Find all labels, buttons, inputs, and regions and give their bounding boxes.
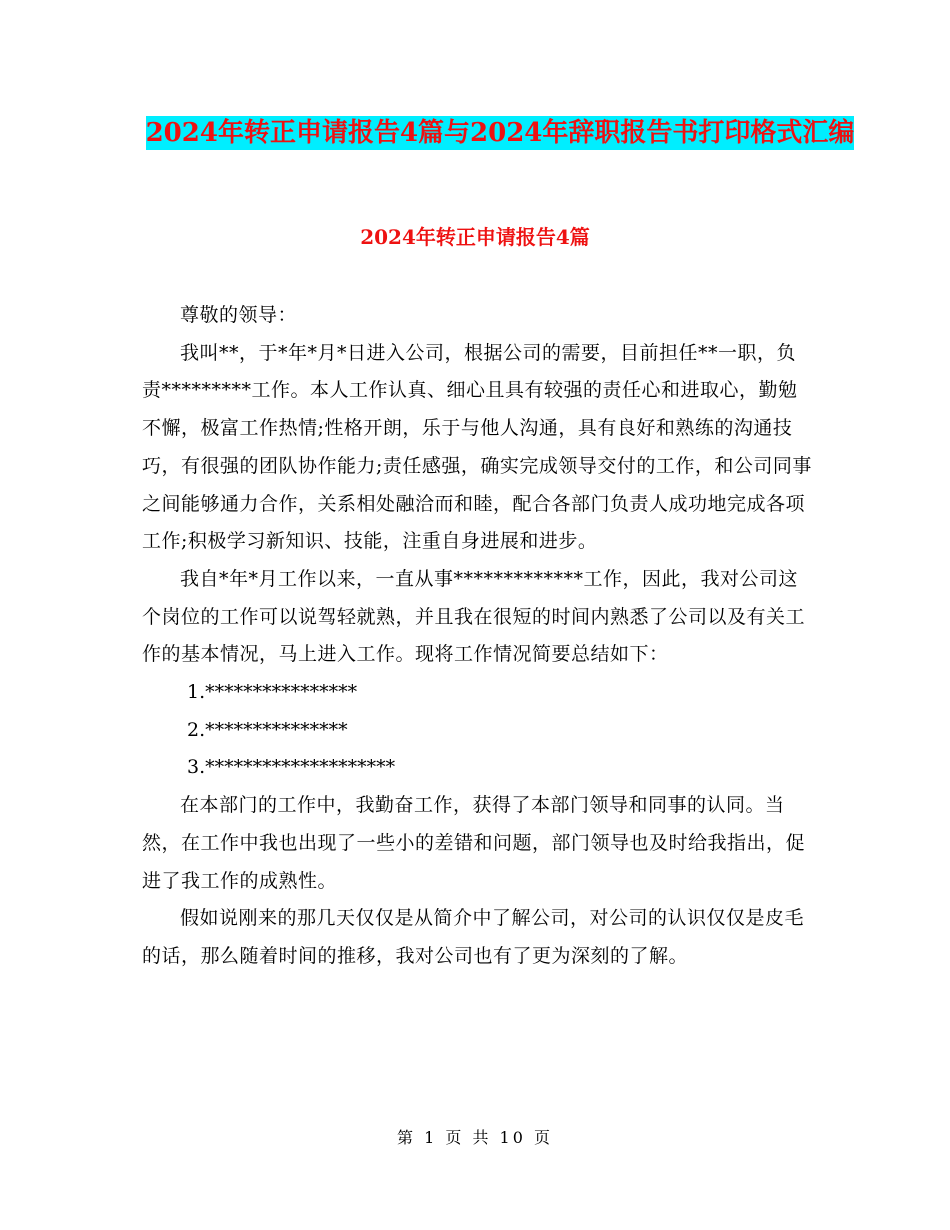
page-number-footer: 第 1 页 共 10 页 (397, 1128, 553, 1147)
section-title: 2024年转正申请报告4篇 (360, 225, 590, 249)
document-body (142, 297, 814, 976)
list-item: 3.******************** (187, 756, 396, 779)
list-item: 1.**************** (187, 681, 358, 704)
paragraph: 我叫**，于*年*月*日进入公司，根据公司的需要，目前担任**一职，负责*********工作。本人工作认真、细心且具有较强的责任心和进取心，勤勉不懈，极富工作热情;性格开朗，乐于与他人沟通，具有良好和熟练的沟通技巧，有很强的团队协作能力;责任感强，确实完成领导交付的工作，和公司同事之间能够通力合作，关系相处融洽而和睦，配合各部门负责人成功地完成各项工作;积极学习新知识、技能，注重自身进展和进步。 (142, 341, 812, 553)
document-title (140, 108, 860, 158)
paragraph: 在本部门的工作中，我勤奋工作，获得了本部门领导和同事的认同。当然，在工作中我也出现了一些小的差错和问题，部门领导也及时给我指出，促进了我工作的成熟性。 (142, 794, 806, 892)
paragraph: 假如说刚来的那几天仅仅是从简介中了解公司，对公司的认识仅仅是皮毛的话，那么随着时间的推移，我对公司也有了更为深刻的了解。 (142, 907, 805, 967)
list-item: 2.*************** (187, 718, 348, 741)
salutation: 尊敬的领导： (180, 304, 298, 326)
paragraph: 我自*年*月工作以来，一直从事*************工作，因此，我对公司这个岗位的工作可以说驾轻就熟，并且我在很短的时间内熟悉了公司以及有关工作的基本情况，马上进入工作。现将工作情况简要总结如下： (142, 567, 806, 666)
title-highlight: 2024年转正申请报告4篇与2024年辞职报告书打印格式汇编 (145, 118, 855, 148)
